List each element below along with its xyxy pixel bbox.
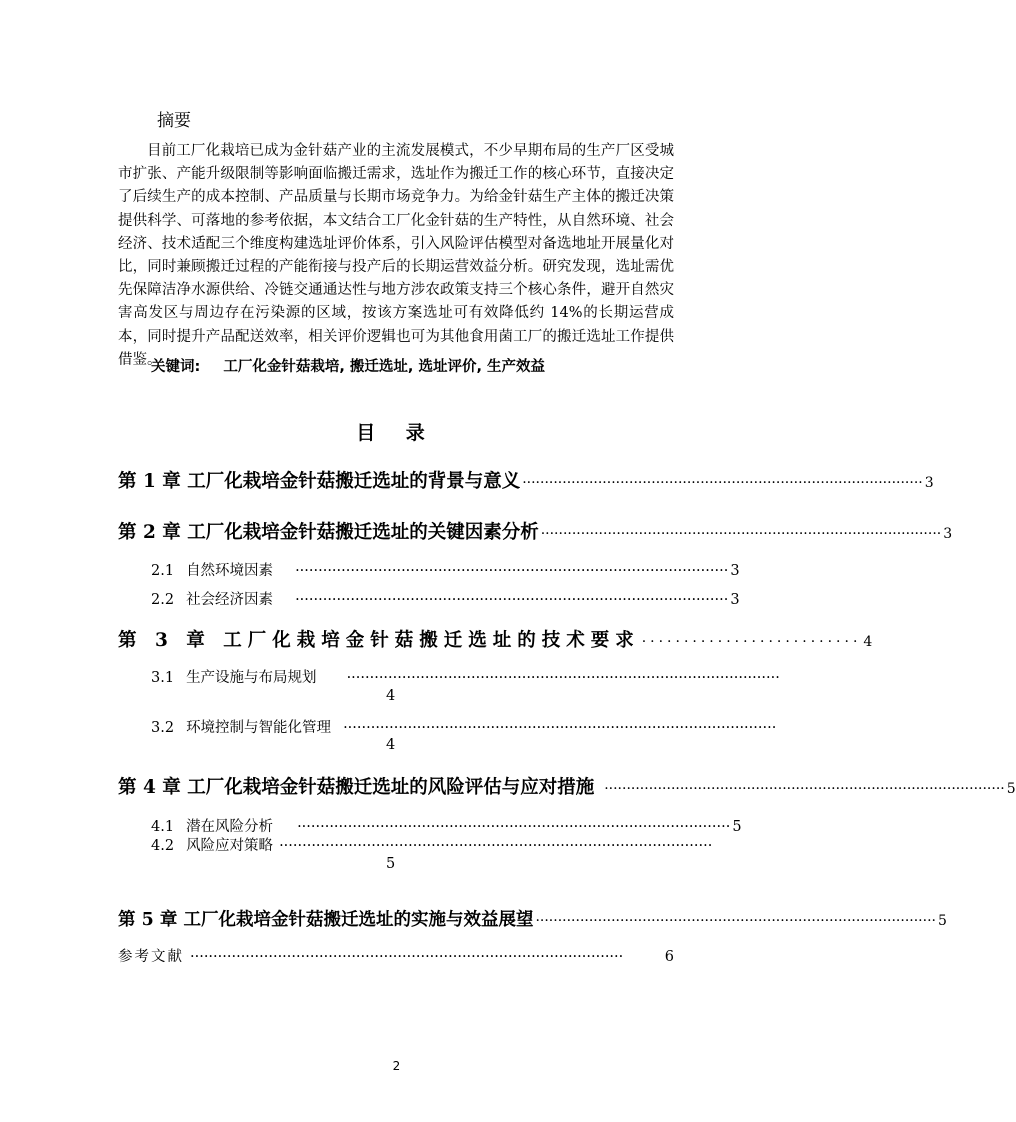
toc-section-2-1-label: 自然环境因素 <box>186 563 274 579</box>
toc-section-2-1[interactable] <box>151 559 740 580</box>
toc-chapter-4[interactable] <box>118 773 1016 799</box>
toc-section-3-1-page: 4 <box>386 688 396 704</box>
toc-leader-dots: ·························································································· <box>522 475 923 491</box>
page-number: 2 <box>392 1059 401 1073</box>
toc-section-3-1[interactable] <box>151 666 780 687</box>
toc-leader-dots: ······························································································ <box>297 819 731 835</box>
toc-chapter-4-page: 5 <box>1006 781 1016 797</box>
keywords-label: 关键词: <box>151 359 201 375</box>
toc-chapter-2-label: 第 2 章 工厂化栽培金针菇搬迁选址的关键因素分析 <box>118 522 539 543</box>
toc-leader-dots: ······························································································ <box>279 838 713 854</box>
toc-leader-dots: ······························································································ <box>190 949 624 965</box>
toc-section-3-2-number: 3.2 <box>151 720 175 736</box>
toc-title: 目 录 <box>356 422 437 444</box>
toc-chapter-1[interactable] <box>118 467 934 493</box>
abstract-title: 摘要 <box>157 111 191 131</box>
toc-section-2-2-number: 2.2 <box>151 592 175 608</box>
toc-section-4-2-page: 5 <box>386 856 396 872</box>
toc-chapter-2-page: 3 <box>943 526 953 542</box>
toc-section-4-2-label: 风险应对策略 <box>186 838 274 854</box>
toc-leader-dots: ·························································································· <box>535 913 936 929</box>
toc-section-3-2[interactable] <box>151 716 777 737</box>
toc-section-4-1[interactable] <box>151 815 742 836</box>
toc-leader-dots: ······························································································ <box>295 563 729 579</box>
toc-section-2-1-number: 2.1 <box>151 563 175 579</box>
toc-leader-dots: ······························································································ <box>295 592 729 608</box>
toc-leader-dots: ······························································································ <box>343 720 777 736</box>
toc-section-2-2-page: 3 <box>730 592 740 608</box>
toc-section-4-1-label: 潜在风险分析 <box>186 819 274 835</box>
toc-leader-dots: ·························· <box>641 634 862 650</box>
toc-section-4-2-number: 4.2 <box>151 838 175 854</box>
toc-chapter-3-page: 4 <box>863 634 873 650</box>
toc-references[interactable] <box>118 945 674 966</box>
toc-chapter-1-label: 第 1 章 工厂化栽培金针菇搬迁选址的背景与意义 <box>118 471 521 492</box>
toc-section-4-2[interactable] <box>151 834 713 855</box>
toc-section-4-1-number: 4.1 <box>151 819 175 835</box>
toc-chapter-1-page: 3 <box>924 475 934 491</box>
toc-references-page: 6 <box>664 949 674 965</box>
toc-section-2-1-page: 3 <box>730 563 740 579</box>
toc-section-2-2[interactable] <box>151 588 740 609</box>
toc-section-3-2-page: 4 <box>386 737 396 753</box>
toc-section-4-1-page: 5 <box>732 819 742 835</box>
keywords-line <box>151 355 545 376</box>
toc-chapter-3-label: 第 3 章 工厂化栽培金针菇搬迁选址的技术要求 <box>118 630 640 651</box>
toc-leader-dots: ·························································································· <box>540 526 942 542</box>
toc-section-2-2-label: 社会经济因素 <box>186 592 274 608</box>
toc-leader-dots: ·························································································· <box>604 781 1005 797</box>
toc-section-3-2-label: 环境控制与智能化管理 <box>186 720 332 736</box>
toc-leader-dots: ······························································································ <box>346 670 780 686</box>
toc-chapter-5[interactable] <box>118 906 947 931</box>
toc-chapter-5-page: 5 <box>937 913 947 929</box>
toc-chapter-3[interactable] <box>118 626 873 652</box>
keywords-text: 工厂化金针菇栽培, 搬迁选址, 选址评价, 生产效益 <box>223 359 546 375</box>
toc-chapter-4-label: 第 4 章 工厂化栽培金针菇搬迁选址的风险评估与应对措施 <box>118 777 595 798</box>
abstract-body: 目前工厂化栽培已成为金针菇产业的主流发展模式，不少早期布局的生产厂区受城市扩张、产能升级限制等影响面临搬迁需求，选址作为搬迁工作的核心环节，直接决定了后续生产的成本控制、产品质量与长期市场竞争力。为给金针菇生产主体的搬迁决策提供科学、可落地的参考依据，本文结合工厂化金针菇的生产特性，从自然环境、社会经济、技术适配三个维度构建选址评价体系，引入风险评估模型对备选地址开展量化对比，同时兼顾搬迁过程的产能衔接与投产后的长期运营效益分析。研究发现，选址需优先保障洁净水源供给、冷链交通通达性与地方涉农政策支持三个核心条件，避开自然灾害高发区与周边存在污染源的区域，按该方案选址可有效降低约 14%的长期运营成本，同时提升产品配送效率，相关评价逻辑也可为其他食用菌工厂的搬迁选址工作提供借鉴。 <box>118 143 674 368</box>
toc-references-label: 参考文献 <box>118 949 184 965</box>
toc-section-3-1-number: 3.1 <box>151 670 175 686</box>
toc-section-3-1-label: 生产设施与布局规划 <box>186 670 317 686</box>
toc-chapter-5-label: 第 5 章 工厂化栽培金针菇搬迁选址的实施与效益展望 <box>118 910 534 930</box>
toc-chapter-2[interactable] <box>118 518 953 544</box>
